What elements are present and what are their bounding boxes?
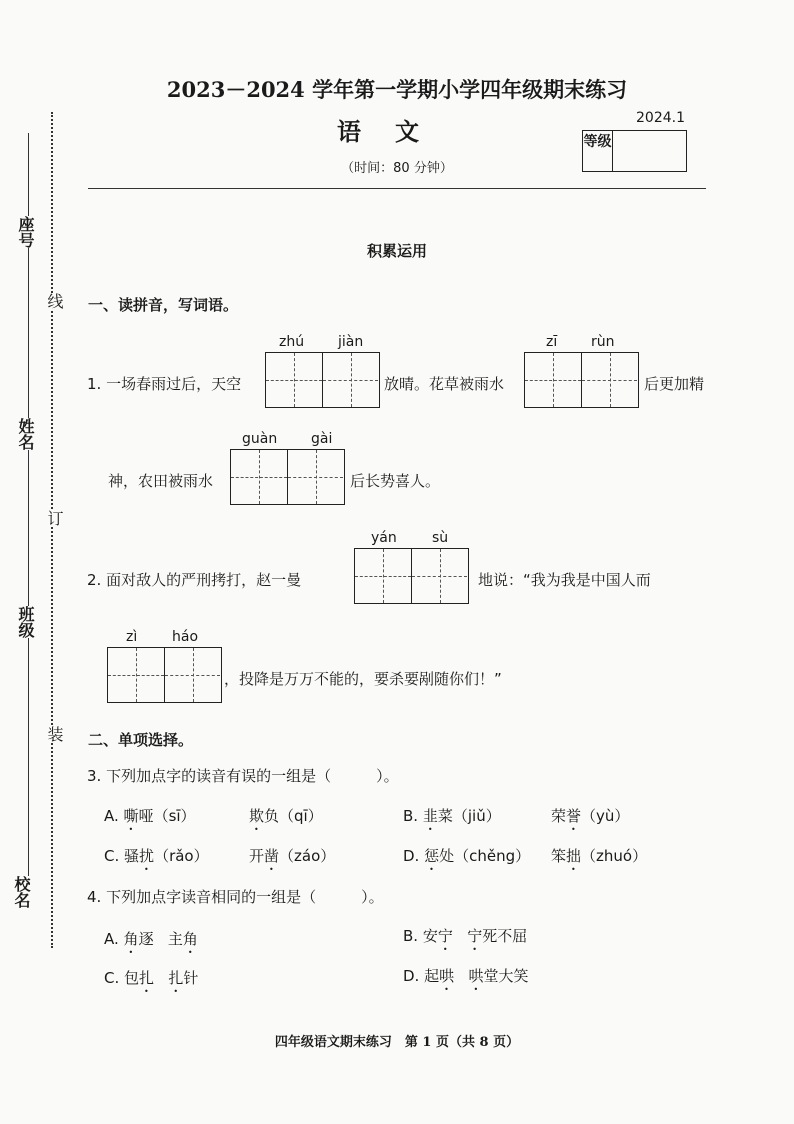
grade-box[interactable] <box>582 130 687 172</box>
school-label: 校名 <box>10 876 33 926</box>
binding-dotted-line <box>51 112 53 948</box>
section-heading: 积累运用 <box>366 242 427 260</box>
q2-segment-a: 面对敌人的严刑拷打，赵一曼 <box>106 571 302 589</box>
binding-mark-bind: 装 <box>45 726 64 742</box>
pinyin-zi2: zì <box>126 629 138 645</box>
q3-option-c-word2: 开凿（záo） <box>249 847 336 865</box>
time-limit-note: （时间：80 分钟） <box>341 161 453 176</box>
pinyin-yan: yán <box>371 530 397 546</box>
pinyin-hao: háo <box>172 629 199 645</box>
pinyin-gai: gài <box>311 431 333 447</box>
subject-title: 语文 <box>337 117 453 146</box>
q3-option-c[interactable]: C. 骚扰（rǎo） <box>104 847 209 865</box>
exam-date: 2024.1 <box>636 110 685 126</box>
pinyin-zhu: zhú <box>279 334 305 350</box>
seat-label: 座号 <box>16 216 35 248</box>
q1-segment-d: 神，农田被雨水 <box>108 472 214 490</box>
header-rule <box>88 188 706 189</box>
answer-grid-zhujian[interactable] <box>265 352 380 408</box>
part2-title: 二、单项选择。 <box>88 731 194 749</box>
q4-option-c[interactable]: C. 包扎 扎针 <box>104 969 199 987</box>
name-label: 姓名 <box>16 418 35 450</box>
answer-grid-guangai[interactable] <box>230 449 345 505</box>
answer-grid-zirun[interactable] <box>524 352 639 408</box>
q1-segment-b: 放晴。花草被雨水 <box>384 375 505 393</box>
q2-number: 2. <box>87 571 102 589</box>
binding-mark-line: 线 <box>45 293 64 309</box>
answer-grid-zihao[interactable] <box>107 647 222 703</box>
q4-option-b[interactable]: B. 安宁 宁死不屈 <box>403 927 528 945</box>
q3-option-b-word2: 荣誉（yù） <box>551 807 630 825</box>
q4-option-d[interactable]: D. 起哄 哄堂大笑 <box>403 967 529 985</box>
q1-text-a <box>87 373 241 394</box>
q2-segment-c: ，投降是万万不能的，要杀要剐随你们！” <box>224 670 502 688</box>
answer-grid-yansu[interactable] <box>354 548 469 604</box>
q1-segment-c: 后更加精 <box>644 375 705 393</box>
q3-option-b[interactable]: B. 韭菜（jiǔ） <box>403 807 501 825</box>
grade-label: 等级 <box>583 131 613 171</box>
exam-title: 2023－2024 学年第一学期小学四年级期末练习 <box>166 77 628 102</box>
q3-option-a-word2: 欺负（qī） <box>249 807 323 825</box>
question-4: 4. 下列加点字读音相同的一组是（ ）。 <box>87 888 384 906</box>
question-3: 3. 下列加点字的读音有误的一组是（ ）。 <box>87 767 399 785</box>
q3-option-d-word2: 笨拙（zhuó） <box>551 847 648 865</box>
pinyin-jian: jiàn <box>338 334 364 350</box>
page-footer: 四年级语文期末练习 第 1 页（共 8 页） <box>274 1035 520 1050</box>
q4-option-a[interactable]: A. 角逐 主角 <box>104 930 198 948</box>
q3-option-d[interactable]: D. 惩处（chěng） <box>403 847 531 865</box>
pinyin-guan: guàn <box>242 431 278 447</box>
q2-segment-b: 地说：“我为我是中国人而 <box>478 571 651 589</box>
pinyin-run: rùn <box>591 334 615 350</box>
q1-number: 1. <box>87 375 102 393</box>
pinyin-su: sù <box>432 530 449 546</box>
binding-mark-staple: 订 <box>45 510 64 526</box>
q2-text-a <box>87 569 301 590</box>
q3-option-a[interactable]: A. 嘶哑（sī） <box>104 807 196 825</box>
q1-segment-a: 一场春雨过后，天空 <box>106 375 242 393</box>
class-label: 班级 <box>16 606 35 638</box>
pinyin-zi: zī <box>546 334 558 350</box>
part1-title: 一、读拼音，写词语。 <box>88 296 239 314</box>
q1-segment-e: 后长势喜人。 <box>350 472 441 490</box>
